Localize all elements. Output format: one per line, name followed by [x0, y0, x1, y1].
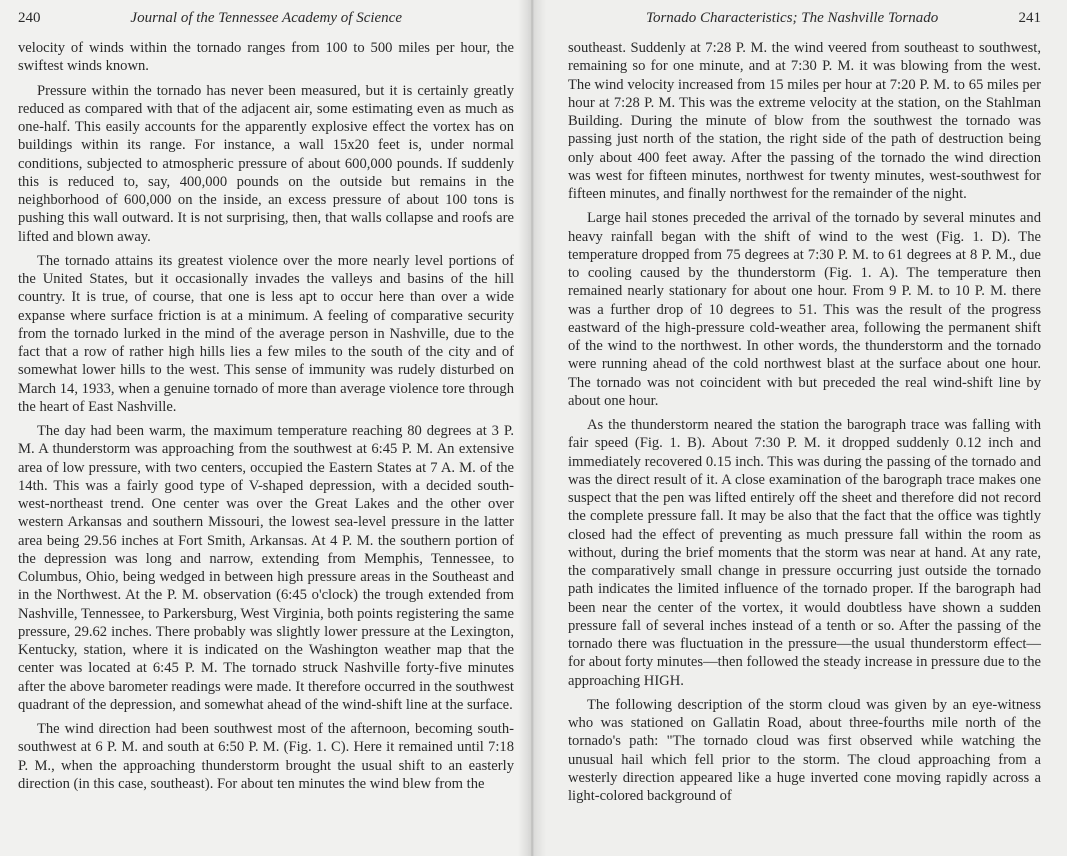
paragraph: As the thunderstorm neared the station the barograph trace was falling with fair speed (Fig. 1. B). About 7:30 P. M. it dropped suddenly 0.12 inch and immediately recovered 0.15 inch. This was during the passing of the tornado and was the direct result of it. A close examination of the barograph trace makes one suspect that the pen was lifted entirely off the sheet and therefore did not record the complete pressure fall. It may be also that the fact that the office was tightly closed had the effect of preventing as much pressure fall within the room as without, during the brief moments that the storm was near at hand. At any rate, the comparatively small change in pressure occurring just outside the tornado path indicates the limited influence of the tornado proper. If the barograph had been near the center of the vortex, it would doubtless have shown a sudden pressure fall of several inches instead of a tenth or so. After the passing of the tornado there was fluctuation in the pressure—the usual thunderstorm effect—for about forty minutes—then followed the steady increase in pressure due to the approaching HIGH.	[568, 417, 1041, 689]
paragraph: The wind direction had been southwest most of the afternoon, becoming south-southwest at 6 P. M. and south at 6:50 P. M. (Fig. 1. C). Here it remained until 7:18 P. M., when the approaching thunderstorm brought the usual shift to an easterly direction (in this case, southeast). For about ten minutes the wind blew from the	[18, 721, 514, 792]
paragraph: southeast. Suddenly at 7:28 P. M. the wind veered from southeast to southwest, remaining so for one minute, and at 7:30 P. M. it was blowing from the west. The wind velocity increased from 15 miles per hour at 7:20 P. M. to 65 miles per hour at 7:28 P. M. This was the extreme velocity at the station, on the Stahlman Building. During the minute of blow from the southwest the tornado was passing just north of the station, the right side of the path of destruction being only about 400 feet away. After the passing of the tornado the wind direction was west for fifteen minutes, northwest for twenty minutes, west-southwest for fifteen minutes, and finally northwest for the remainder of the night.	[568, 40, 1041, 202]
left-running-head: Journal of the Tennessee Academy of Science	[130, 10, 402, 26]
right-page-number: 241	[1018, 10, 1041, 26]
right-page-body	[568, 39, 1041, 805]
paragraph: Large hail stones preceded the arrival of the tornado by several minutes and heavy rainfall began with the shift of wind to the west (Fig. 1. D). The temperature dropped from 75 degrees at 7:30 P. M. to 61 degrees at 8 P. M., due to cooling caused by the thunderstorm (Fig. 1. A). The temperature then remained nearly stationary for about one hour. From 9 P. M. to 10 P. M. there was a further drop of 10 degrees to 51. This was the result of the progress eastward of the high-pressure cold-weather area, following the permanent shift of the wind to the northwest. In other words, the thunderstorm and the tornado were running ahead of the cold northwest blast at the surface about one hour. The tornado was not coincident with but preceded the real wind-shift line by about one hour.	[568, 210, 1041, 409]
paragraph: The tornado attains its greatest violence over the more nearly level portions of the United States, but it occasionally invades the valleys and basins of the hill country. It is true, of course, that one is less apt to occur here than over a wide expanse where surface friction is at a minimum. A feeling of comparative security from the tornado lurked in the mind of the average person in Nashville, due to the fact that a row of rather high hills lies a few miles to the south of the city and of somewhat lower hills to the west. This sense of immunity was rudely disturbed on March 14, 1933, when a genuine tornado of more than average violence tore through the heart of East Nashville.	[18, 252, 514, 415]
left-page-number: 240	[18, 10, 41, 26]
right-page-header	[568, 10, 1041, 30]
paragraph: velocity of winds within the tornado ranges from 100 to 500 miles per hour, the swiftest winds known.	[18, 40, 514, 75]
left-page	[0, 0, 528, 856]
right-page	[528, 0, 1067, 856]
right-running-head: Tornado Characteristics; The Nashville Tornado	[646, 10, 939, 26]
paragraph: The following description of the storm cloud was given by an eye-witness who was stationed on Gallatin Road, about three-fourths mile north of the tornado's path: "The tornado cloud was first observed while watching the unusual hail which fell prior to the storm. The cloud approaching from a westerly direction appeared like a huge inverted cone moving rapidly across a light-colored background of	[568, 696, 1041, 804]
left-page-header	[18, 10, 514, 30]
left-page-body	[18, 39, 514, 793]
paragraph: Pressure within the tornado has never been measured, but it is certainly greatly reduced as compared with that of the adjacent air, some estimating even as much as one-half. This easily accounts for the apparently explosive effect the vortex has on buildings within its range. For instance, a wall 15x20 feet is, under normal conditions, subjected to atmospheric pressure of about 600,000 pounds. If suddenly this is reduced to, say, 400,000 pounds on the outside but remains in the neighborhood of 600,000 on the inside, an excess pressure of about 100 tons is pushing this wall outward. It is not surprising, then, that walls collapse and roofs are lifted and blown away.	[18, 82, 514, 245]
paragraph: The day had been warm, the maximum temperature reaching 80 degrees at 3 P. M. A thunderstorm was approaching from the southwest at 6:45 P. M. An extensive area of low pressure, with two centers, occupied the Eastern States at 7 A. M. of the 14th. This was a fairly good type of V-shaped depression, with a decided south-west-northeast trend. One center was over the Great Lakes and the other over western Arkansas and southern Missouri, the lowest sea-level pressure in the latter area being 29.56 inches at Fort Smith, Arkansas. At 4 P. M. the southern portion of the depression was long and narrow, extending from Memphis, Tennessee, to Columbus, Ohio, being wedged in between high pressure areas in the Southeast and in the Northwest. At the P. M. observation (6:45 o'clock) the trough extended from Nashville, Tennessee, to Parkersburg, West Virginia, both points registering the same pressure, 29.62 inches. There probably was slightly lower pressure at the Lexington, Kentucky, station, where it is indicated on the Washington weather map that the center was located at 6:45 P. M. The tornado struck Nashville forty-five minutes after the above barometer readings were made. It therefore occurred in the southwest quadrant of the depression, and somewhat ahead of the wind-shift line at the surface.	[18, 423, 514, 713]
